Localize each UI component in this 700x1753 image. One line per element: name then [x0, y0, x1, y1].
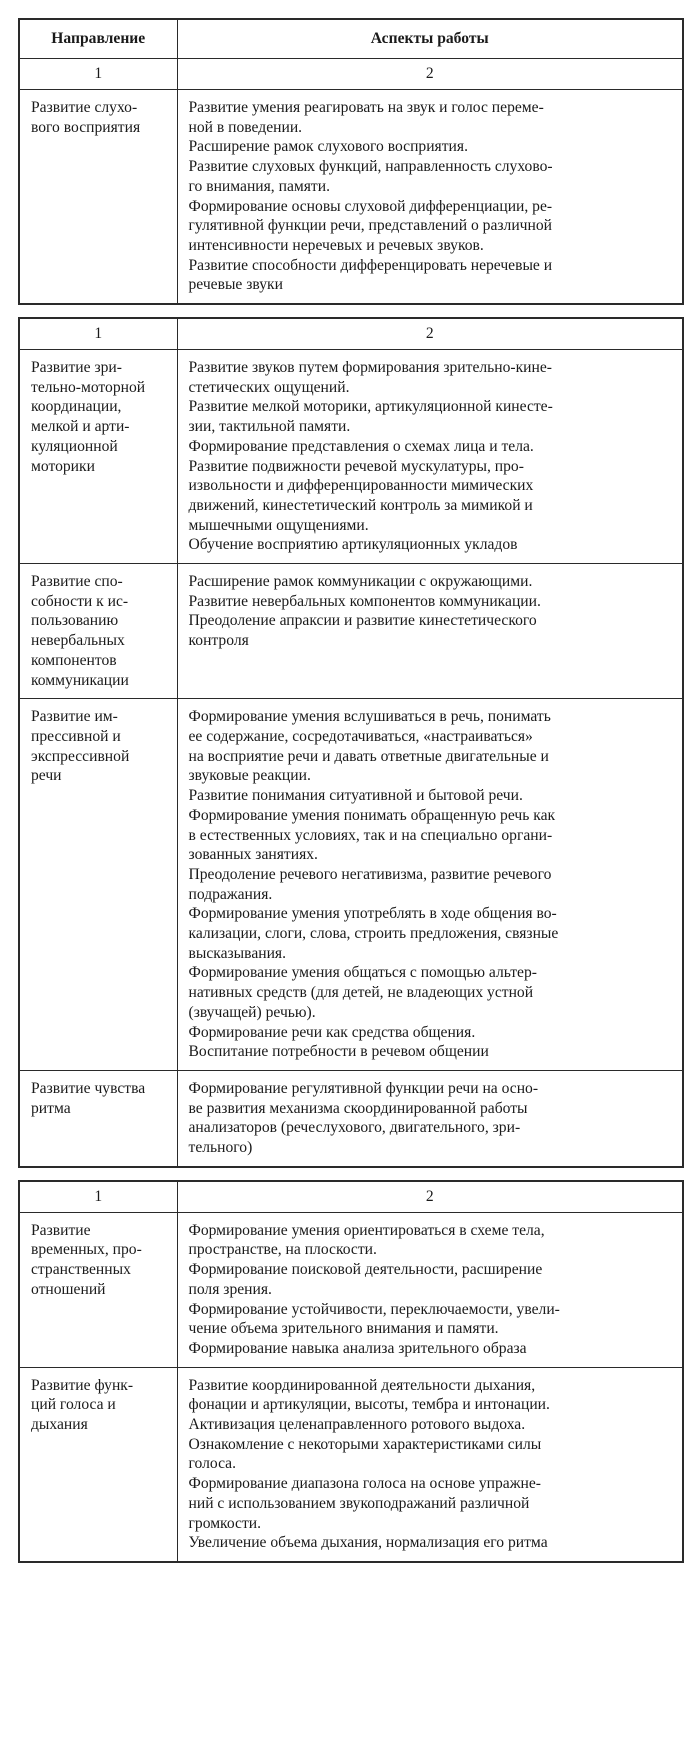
- direction-line: речи: [31, 767, 62, 785]
- table-row: [19, 1070, 683, 1166]
- aspect-line: контроля: [188, 632, 249, 650]
- aspect-line: ее содержание, сосредотачиваться, «настраиваться»: [188, 727, 533, 745]
- direction-line: экспрессивной: [31, 747, 130, 765]
- aspect-line: Развитие невербальных компонентов коммуникации.: [188, 592, 541, 610]
- aspect-line: чение объема зрительного внимания и памяти.: [188, 1320, 499, 1338]
- table-row: [19, 564, 683, 699]
- aspect-line: фонации и артикуляции, высоты, тембра и интонации.: [188, 1396, 550, 1414]
- aspect-line: Формирование умения ориентироваться в схеме тела,: [188, 1221, 545, 1239]
- aspects-cell: [177, 90, 683, 305]
- aspects-cell: [177, 1367, 683, 1562]
- direction-cell: [19, 1212, 177, 1367]
- direction-line: пользованию: [31, 612, 119, 630]
- column-number-2: 2: [177, 318, 683, 350]
- aspect-line: нативных средств (для детей, не владеющих устной: [188, 984, 534, 1002]
- aspects-cell: [177, 1070, 683, 1166]
- aspect-line: Развитие мелкой моторики, артикуляционной кинесте-: [188, 398, 553, 416]
- aspect-line: громкости.: [188, 1514, 262, 1532]
- table-header-row: [19, 19, 683, 59]
- direction-cell: [19, 90, 177, 305]
- direction-line: Развитие спо-: [31, 573, 123, 591]
- aspect-line: Формирование представления о схемах лица и тела.: [188, 437, 534, 455]
- aspect-line: Формирование умения употреблять в ходе общения во-: [188, 905, 557, 923]
- aspects-table-3: [18, 1180, 684, 1563]
- aspect-line: Развитие способности дифференцировать неречевые и: [188, 256, 553, 274]
- aspects-cell: [177, 564, 683, 699]
- direction-line: тельно-моторной: [31, 378, 146, 396]
- aspect-line: ве развития механизма скоординированной работы: [188, 1099, 528, 1117]
- aspect-line: Обучение восприятию артикуляционных укладов: [188, 536, 518, 554]
- aspect-line: Формирование поисковой деятельности, расширение: [188, 1261, 543, 1279]
- header-aspects: Аспекты работы: [177, 19, 683, 59]
- aspect-line: голоса.: [188, 1455, 236, 1473]
- direction-line: Развитие: [31, 1221, 91, 1239]
- aspect-line: Воспитание потребности в речевом общении: [188, 1043, 489, 1061]
- direction-line: отношений: [31, 1280, 106, 1298]
- table-row: [19, 1212, 683, 1367]
- aspect-line: Развитие подвижности речевой мускулатуры, про-: [188, 457, 524, 475]
- direction-cell: [19, 699, 177, 1071]
- aspect-line: Формирование основы слуховой дифференциации, ре-: [188, 197, 553, 215]
- aspect-line: в естественных условиях, так и на специально органи-: [188, 826, 553, 844]
- aspect-line: речевые звуки: [188, 276, 283, 294]
- aspect-line: Формирование регулятивной функции речи на осно-: [188, 1079, 539, 1097]
- direction-line: мелкой и арти-: [31, 418, 130, 436]
- direction-line: странственных: [31, 1261, 131, 1279]
- aspect-line: извольности и дифференцированности мимических: [188, 477, 534, 495]
- column-number-row: [19, 1181, 683, 1213]
- aspect-line: (звучащей) речью).: [188, 1003, 316, 1021]
- direction-line: вого восприятия: [31, 118, 141, 136]
- aspect-line: Расширение рамок коммуникации с окружающими.: [188, 573, 533, 591]
- aspect-line: подражания.: [188, 885, 273, 903]
- aspect-line: тельного): [188, 1139, 253, 1157]
- direction-line: дыхания: [31, 1416, 88, 1434]
- direction-line: прессивной и: [31, 727, 121, 745]
- direction-line: коммуникации: [31, 671, 129, 689]
- direction-cell: [19, 1367, 177, 1562]
- aspect-line: Развитие умения реагировать на звук и голос переме-: [188, 99, 544, 116]
- aspect-line: Формирование речи как средства общения.: [188, 1023, 476, 1041]
- direction-line: Развитие им-: [31, 708, 118, 726]
- table-row: [19, 350, 683, 564]
- direction-line: временных, про-: [31, 1241, 142, 1259]
- direction-line: куляционной: [31, 437, 118, 455]
- aspect-line: зии, тактильной памяти.: [188, 418, 351, 436]
- direction-cell: [19, 1070, 177, 1166]
- direction-cell: [19, 350, 177, 564]
- aspect-line: гулятивной функции речи, представлений о различной: [188, 217, 553, 235]
- aspects-cell: [177, 1212, 683, 1367]
- aspect-line: зованных занятиях.: [188, 846, 318, 864]
- aspects-table-2: [18, 317, 684, 1168]
- aspect-line: Формирование умения вслушиваться в речь, понимать: [188, 708, 551, 726]
- table-row: [19, 1367, 683, 1562]
- direction-line: ций голоса и: [31, 1396, 116, 1414]
- aspect-line: ной в поведении.: [188, 118, 303, 136]
- column-number-2: 2: [177, 1181, 683, 1213]
- column-number-row: [19, 59, 683, 90]
- column-number-row: [19, 318, 683, 350]
- aspect-line: Формирование умения общаться с помощью альтер-: [188, 964, 537, 982]
- direction-line: Развитие чувства: [31, 1079, 146, 1097]
- aspect-line: звуковые реакции.: [188, 767, 311, 785]
- direction-line: Развитие слухо-: [31, 99, 138, 116]
- document-page: [18, 18, 682, 1563]
- aspect-line: Активизация целенаправленного ротового выдоха.: [188, 1416, 526, 1434]
- aspect-line: Расширение рамок слухового восприятия.: [188, 138, 468, 156]
- direction-cell: [19, 564, 177, 699]
- table-row: [19, 699, 683, 1071]
- aspect-line: Развитие координированной деятельности дыхания,: [188, 1376, 536, 1394]
- direction-line: координации,: [31, 398, 122, 416]
- aspect-line: анализаторов (речеслухового, двигательного, зри-: [188, 1119, 521, 1137]
- aspect-line: кализации, слоги, слова, строить предложения, связные: [188, 925, 559, 943]
- aspect-line: Формирование навыка анализа зрительного образа: [188, 1339, 527, 1357]
- aspect-line: ний с использованием звукоподражаний различной: [188, 1494, 530, 1512]
- aspect-line: на восприятие речи и давать ответные двигательные и: [188, 747, 549, 765]
- direction-line: собности к ис-: [31, 592, 129, 610]
- aspect-line: Развитие слуховых функций, направленность слухово-: [188, 158, 553, 176]
- direction-line: компонентов: [31, 651, 117, 669]
- aspect-line: Увеличение объема дыхания, нормализация его ритма: [188, 1534, 548, 1552]
- aspects-cell: [177, 350, 683, 564]
- aspect-line: пространстве, на плоскости.: [188, 1241, 377, 1259]
- aspect-line: поля зрения.: [188, 1280, 272, 1298]
- aspect-line: Развитие звуков путем формирования зрительно-кине-: [188, 359, 552, 377]
- aspect-line: Формирование устойчивости, переключаемости, увели-: [188, 1300, 560, 1318]
- direction-line: моторики: [31, 457, 95, 475]
- direction-line: Развитие функ-: [31, 1376, 134, 1394]
- aspect-line: Преодоление апраксии и развитие кинестетического: [188, 612, 537, 630]
- aspect-line: го внимания, памяти.: [188, 177, 330, 195]
- aspect-line: стетических ощущений.: [188, 378, 350, 396]
- aspects-table-1: [18, 18, 684, 305]
- aspect-line: интенсивности неречевых и речевых звуков.: [188, 236, 484, 254]
- direction-line: невербальных: [31, 632, 125, 650]
- aspect-line: Формирование диапазона голоса на основе упражне-: [188, 1475, 541, 1493]
- column-number-1: 1: [19, 59, 177, 90]
- aspect-line: мышечными ощущениями.: [188, 516, 369, 534]
- aspect-line: Развитие понимания ситуативной и бытовой речи.: [188, 787, 523, 805]
- aspect-line: высказывания.: [188, 944, 286, 962]
- direction-line: ритма: [31, 1099, 71, 1117]
- table-row: [19, 90, 683, 305]
- aspects-cell: [177, 699, 683, 1071]
- column-number-2: 2: [177, 59, 683, 90]
- aspect-line: движений, кинестетический контроль за мимикой и: [188, 496, 533, 514]
- direction-line: Развитие зри-: [31, 359, 122, 377]
- column-number-1: 1: [19, 1181, 177, 1213]
- aspect-line: Преодоление речевого негативизма, развитие речевого: [188, 865, 552, 883]
- column-number-1: 1: [19, 318, 177, 350]
- aspect-line: Ознакомление с некоторыми характеристиками силы: [188, 1435, 542, 1453]
- aspect-line: Формирование умения понимать обращенную речь как: [188, 806, 556, 824]
- header-direction: Направление: [19, 19, 177, 59]
